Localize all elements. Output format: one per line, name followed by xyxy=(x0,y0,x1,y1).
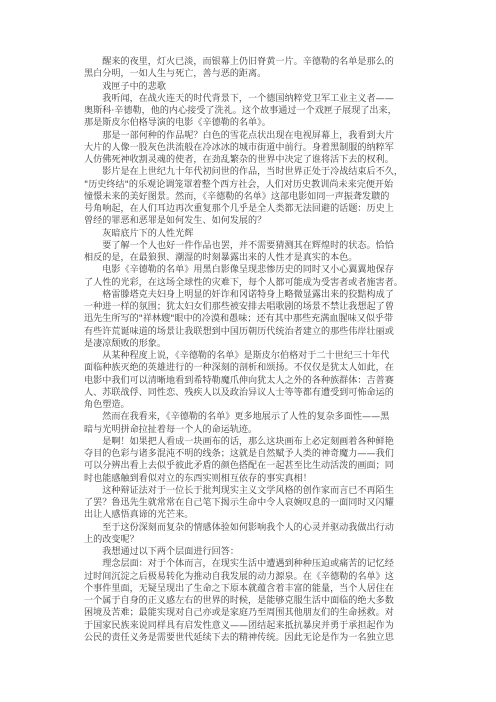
text-line: 是啊！如果把人看成一块画布的话，那么这块画布上必定刻画着各种鲜艳 xyxy=(84,436,394,447)
text-line: 那是斯皮尔伯格导演的电影《辛德勒的名单》。 xyxy=(84,118,271,129)
text-line: 一种进一样的氛围；犹太妇女们那些被安排去唱歌剧的场景不禁让我想起了曾 xyxy=(84,302,394,312)
text-line: 人、苏联战俘、同性恋、残疾人以及政治异议人士等等都有遭受到可怖命运的 xyxy=(84,387,394,398)
text-line: 我听闻，在战火连天的时代背景下，一个德国纳粹党卫军工业主义者—— xyxy=(84,93,394,104)
text-line: 上的改变呢？ xyxy=(84,534,139,545)
text-line: 是凄凉颓败的形象。 xyxy=(84,338,167,349)
text-line: 我想通过以下两个层面进行回答： xyxy=(84,547,239,557)
text-line: 困境及苦难；最能实现对自己亦或是家庭乃至周围其他朋友们的生命拯救。对 xyxy=(84,608,394,619)
text-line: 有些许荒诞味道的场景让我联想到中国历朝历代统治者建立的那些伟岸壮丽或 xyxy=(84,326,394,337)
text-line: 个事件里面，无疑呈现出了生命之下原本就蕴含着丰富的能量，当个人居住在 xyxy=(84,583,394,594)
text-line: 影片是在上世纪九十年代初问世的作品，当时世界正处于冷战结束后不久， xyxy=(84,167,403,178)
text-line: 号角响起，在人们耳边再次重复那个几乎是全人类都无法回避的话题：历史上 xyxy=(84,204,394,214)
text-line: 过时间沉淀之后极易转化为推动自我发展的动力源泉。在《辛德勒的名单》这 xyxy=(84,571,394,582)
text-line: 于国家民族来说同样具有启发性意义——团结起来抵抗暴戾并勇于承担起作为 xyxy=(84,620,394,631)
text-line: 理念层面：对于个体而言，在现实生活中遭遇到种种压迫或痛苦的记忆经 xyxy=(84,559,394,570)
text-line: 黑白分明，一如人生与死亡，善与恶的距离。 xyxy=(84,69,267,80)
text-line: 面临种族灭绝的英雄进行的一种深刻的剖析和颂扬。不仅仅是犹太人如此，在 xyxy=(84,363,394,374)
text-line: 灰暗底片下的人性光辉 xyxy=(84,228,194,239)
text-line: 迅先生所写的"祥林嫂"眼中的冷漠和愚味；还有其中那些充满血腥味又似乎带 xyxy=(84,314,394,325)
text-line: "历史终结"的乐观论调笼罩着整个西方社会，人们对历史教训尚未来完便开始 xyxy=(84,179,394,190)
text-line: 电影《辛德勒的名单》用黑白影像呈现悲惨历史的同时又小心翼翼地保存 xyxy=(84,265,394,276)
text-line: 那是一部何种的作品呢？白色的雪花点状出现在电视屏幕上，我看到大片 xyxy=(84,130,394,141)
text-line: 要了解一个人也好一件作品也罢，并不需要猜测其在辉煌时的状态。恰恰 xyxy=(84,240,394,251)
text-line: 了人性的光彩，在这场全球性的灾难下，每个人都可能成为受害者或者施害者。 xyxy=(84,277,403,288)
text-line: 相反的是，在最狼狈、潮湿的时刻暴露出来的人性才是真实的本色。 xyxy=(84,253,358,263)
text-line: 然而在我看来，《辛德勒的名单》更多地展示了人性的复杂多面性——黑 xyxy=(84,412,390,423)
text-line: 出让人感悟真谛的光芒来。 xyxy=(84,510,194,521)
text-line: 暗与光明拼命拉扯着每一个人的命运轨迹。 xyxy=(84,424,258,435)
document-body xyxy=(84,56,424,644)
text-line: 曾经的罪恶和恶罪是如何发生、如何发展的？ xyxy=(84,216,267,227)
text-line: 大片的人像一股灰色洪流般在冷冰冰的城市街道中前行。身着黑制服的纳粹军 xyxy=(84,142,394,153)
text-line: 戏匣子中的悲歌 xyxy=(84,81,167,92)
text-line: 从某种程度上说，《辛德勒的名单》是斯皮尔伯格对于二十世纪三十年代 xyxy=(84,351,390,361)
text-line: 这种辩证法对于一位长于批判现实主义文学风格的创作家而言已不再陌生 xyxy=(84,485,394,496)
text-line: 人仿佛死神收割灵魂的使者，在劲乱繁杂的世界中决定了谁将活下去的权利。 xyxy=(84,155,394,165)
text-line: 时也能感触到看似对立的东西实则相互依存的事实真相！ xyxy=(84,473,312,484)
text-line: 一个属于自身的正义感左右的世界的时候，是能够克服生活中面临的绝大多数 xyxy=(84,596,394,606)
text-line: 夺目的色彩与诸多混沌不明的线条；这就是自然赋予人类的神奇魔力——我们 xyxy=(84,449,394,459)
text-line: 格雷滕塔克夫妇身上明显的奸诈和冈诺特身上略微显露出来的狡黠构成了 xyxy=(84,289,394,300)
text-line: 公民的责任义务是需要世代延续下去的精神传统。因此无论是作为一名独立思 xyxy=(84,632,394,643)
text-line: 可以分辨出看上去似乎彼此矛盾的颜色搭配在一起甚至比生动活泼的画面；同 xyxy=(84,461,394,472)
text-line: 了罢？鲁迅先生就常常在自己笔下揭示生命中令人哀婉叹息的一面同时又闪耀 xyxy=(84,498,394,508)
text-line: 醒来的夜里，灯火已淡，而银幕上仍旧脊黄一片。辛德勒的名单是那么的 xyxy=(84,57,394,67)
text-line: 至于这份深刻而复杂的情感体验如何影响我个人的心灵并驱动我做出行动 xyxy=(84,522,394,533)
text-line: 奥斯科·辛德勒，他的内心接受了洗礼。这个故事通过一个戏匣子展现了出来， xyxy=(84,106,397,116)
text-line: 电影中我们可以清晰地看到希特勒魔爪伸向犹太人之外的各种族群体：吉普赛 xyxy=(84,375,394,386)
text-line: 憧憬未来的美好图景。然而，《辛德勒的名单》这部电影如同一声振聋发聩的 xyxy=(84,191,390,202)
text-line: 角色塑造。 xyxy=(84,400,130,410)
